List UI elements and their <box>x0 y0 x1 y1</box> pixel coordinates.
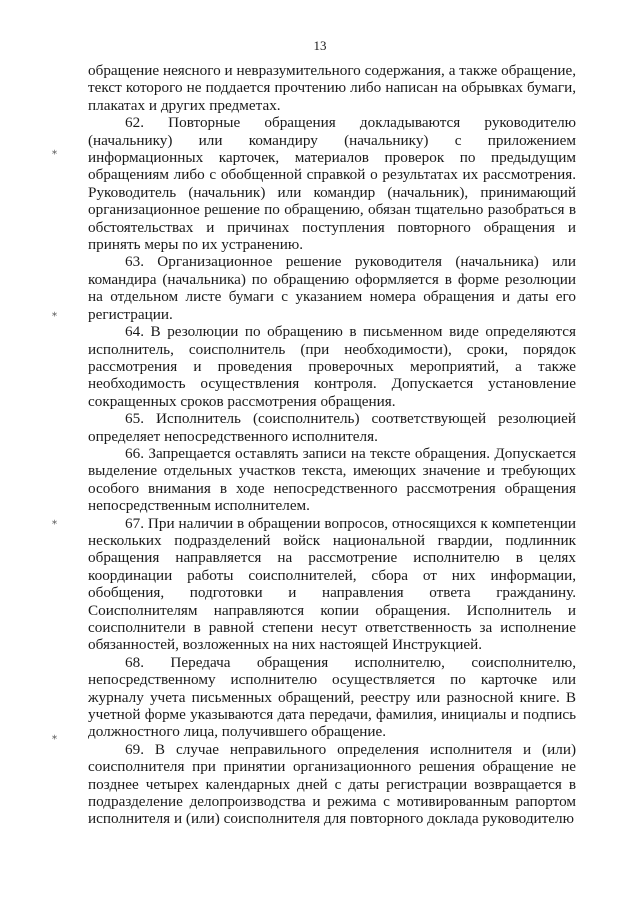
paragraph-69: 69. В случае неправильного определения исполнителя и (или) соисполнителя при принятии организационного решения обращение не позднее четырех календарных дней с даты регистрации возвращается в подразделение делопроизводства и режима с мотивированным рапортом исполнителя и (или) соисполнителя для повторного доклада руководителю <box>88 740 576 828</box>
page-number: 13 <box>313 38 327 53</box>
paragraph-62: 62. Повторные обращения докладываются руководителю (начальнику) или командиру (начальнику) с приложением информационных карточек, материалов проверок по предыдущим обращениям либо с обобщенной справкой о результатах их рассмотрения. Руководитель (начальник) или командир (начальник), принимающий организационное решение по обращению, обязан тщательно разобраться в обстоятельствах и причинах поступления повторного обращения и принять меры по их устранению. <box>88 114 576 254</box>
paragraph-68: 68. Передача обращения исполнителю, соисполнителю, непосредственному исполнителю осуществляется по карточке или журналу учета письменных обращений, реестру или разносной книге. В учетной форме указываются дата передачи, фамилия, инициалы и подпись должностного лица, получившего обращение. <box>88 653 576 741</box>
margin-mark: ⁎ <box>52 516 57 527</box>
paragraph-65: 65. Исполнитель (соисполнитель) соответствующей резолюцией определяет непосредственного исполнителя. <box>88 410 576 445</box>
paragraph-67: 67. При наличии в обращении вопросов, относящихся к компетенции нескольких подразделений войск национальной гвардии, подлинник обращения направляется на рассмотрение исполнителю в целях координации работы соисполнителей, сбора от них информации, обобщения, подготовки и направления ответа гражданину. Соисполнителям направляются копии обращения. Исполнитель и соисполнители в равной степени несут ответственность за исполнение обязанностей, возложенных на них настоящей Инструкцией. <box>88 514 576 654</box>
paragraph-66: 66. Запрещается оставлять записи на тексте обращения. Допускается выделение отдельных участков текста, имеющих значение и требующих особого внимания в ходе непосредственного рассмотрения обращения непосредственным исполнителем. <box>88 444 576 515</box>
margin-mark: ⁎ <box>52 308 57 319</box>
margin-mark: ⁎ <box>52 731 57 742</box>
paragraph-63: 63. Организационное решение руководителя (начальника) или командира (начальника) по обращению оформляется в форме резолюции на отдельном листе бумаги с указанием номера обращения и даты его регистрации. <box>88 253 576 323</box>
paragraph-continuation: обращение неясного и невразумительного содержания, а также обращение, текст которого не поддается прочтению либо написан на обрывках бумаги, плакатах и других предметах. <box>88 62 576 114</box>
document-body <box>88 62 576 828</box>
paragraph-64: 64. В резолюции по обращению в письменном виде определяются исполнитель, соисполнитель (при необходимости), сроки, порядок рассмотрения и проведения проверочных мероприятий, а также необходимость осуществления контроля. Допускается установление сокращенных сроков рассмотрения обращения. <box>88 323 576 410</box>
margin-mark: ⁎ <box>52 146 57 157</box>
